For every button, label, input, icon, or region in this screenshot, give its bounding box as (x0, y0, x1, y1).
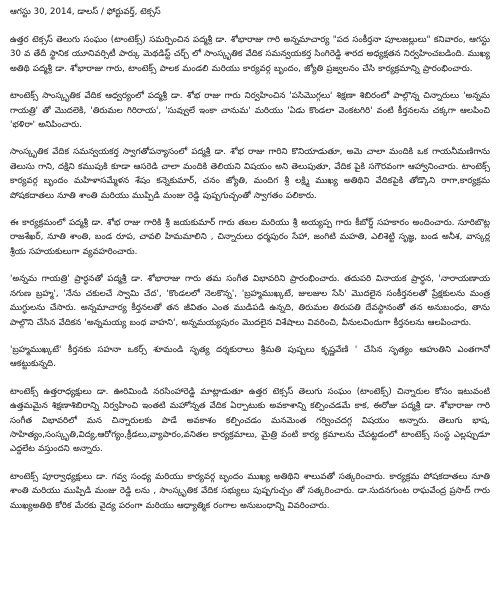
paragraph-5: 'అన్నమ గాయత్రి' ప్రార్ధనతో పద్మశ్రీ డా. శోభారాజు గారు తమ సంగీత విభావరిని ప్రారంభించారు. తదుపరి వినాయక ప్రార్ధన, 'నారాయణాయ నగుణ బ్రహ్మ', 'నేను చకులచే స్వామి చేద', 'కొండలలో నెలకొన్న', 'బ్రహ్మముఖ్కటే, జులజుల సేసి' మొదలైన సంకీర్తనలతో ప్రేక్షకులను మంత్ర ముగ్ధులను చేసారు. అన్నమాచార్య కీర్తనలతో తన జీవితం ఎంత ముడిపడి ఉన్నది, తిరుమల తిరుపతి దేవస్థానంతో తన అనుబంధం, తాను పాల్గొని చేసిన వేదికన 'అన్నమయ్య బంధ వాహని', అన్నమయ్యపురం మొదలైన విశేషాలు వివరించి, వీనులవిందుగా కీర్తనలను ఆలపించారు. (10, 274, 490, 328)
paragraph-1: ఉత్తర టెక్సస్ తెలుగు సంఘం (టాంటెక్స్) సమర్పించిన పద్మశ్రీ డా. శోభారాజు గారి అన్నమాచార్య "పద సంకీర్తనా పూలజల్లులు" కనివారం, ఆగస్టు 30 వ తేదీ స్థానిక యూనివర్సిటీ పార్కు మెథడిస్ట్ చర్చ్ లో సాంస్కృతిక వేదిక సమన్వయకర్త సింగిరెడ్డి శారద అధ్యక్షతన నిర్వహించబడింది. ముఖ్య అతిథి పద్మశ్రీ డా. శోభారాజు గారు, టాంటెక్స్ పాలక మండలి మరియు కార్యవర్గ బృందం, జ్యోతి ప్రజ్వలనం చేసి కార్యక్రమాన్ని ప్రారంభించారు. (10, 35, 490, 74)
paragraph-6: 'బ్రహ్మముఖ్కటే' కీర్తనకు సహనా ఒకర్స్ శూమండి సృత్య దర్శకురాలు శ్రీమతి పుష్పలు కృష్ణవేణి ' చేసిన సృత్యం ఆహుతిని ఎంతగానో ఆకట్టుకున్నది. (10, 344, 491, 370)
paragraph-2: టాంటెక్స్ సాంస్కృతిక వేదిక ఆధ్వర్యంలో పద్మశ్రీ డా. శోభ రాజు గారు నిర్వహించిన 'పసిమొగ్గలు' శిక్షణా శిబిరంలో పాల్గొన్న చిన్నారులు 'అన్నమ గాయత్రి' తో మొదలెకి, 'తిరుమల గిరిరాయ', 'సువ్వులే ఇంకా చానుమ' మరియు 'ఏడు కొండలా వెంకటగిరి' వంటి కీర్తనలను చక్కగా ఆలపించి 'భళిరా' అనిపించారు. (10, 91, 490, 131)
dateline: ఆగస్టు 30, 2014, డాలస్ / ఫోర్టువర్త్, టెక్సస్ (10, 7, 161, 17)
paragraph-4: ఈ కార్యక్రమంలో పద్మశ్రీ డా. శోభ రాజు గారికి శ్రీ జయకుమార్ గారు తబల మరియు శ్రీ అయ్యప్ప గారు కీబోర్డ్ సహకారం అందించారు. సూరిబొట్ల రాజశేఖర్, నూతి శాంతి, బండ రూప, చావలి హిమమాలిని , చిన్నారులు ధర్మపురం సేహా, జంగిటి మహతి, ఎలిశెట్టి సృజ్ఞ, బండ అనీశ, వాస్కర్ల శ్రీయ సహయకులుగా వ్యవహరించారు. (10, 218, 490, 257)
paragraph-3: సాంస్కృతిక వేదిక సమన్వయకర్త స్వాగతోపన్యాసంలో పద్మశ్రీ డా. శోభ రాజు గారిని కొనియాడుతూ, అమె చాలా మందికి ఒక గాయనీమణిగాను తెలుసు గాని, దక్షిని కముపుకి కూడా ఆసరెడి చాలా మందికి తెలియని విషయం అని తెలుపుతూ, వేదిక పైకి సగౌరవంగా ఆహ్వానించారు. టాంటెక్స్ కార్యవర్గ బృందం మహిళాసమ్మేళన శేషం కన్నెకుమార్, చనం జ్యోతి, మందిగ శ్రీ లక్ష్మి ముఖ్య అతిథిని వేదికపైకి తోడ్కొని రాగా,కార్యక్రమ పోషకదాతలు నూతి శాంతి మరియు ముప్పిడి మంజు రెడ్డి పుష్పగుచ్ఛంతో స్వాగతం పలికారు. (10, 147, 490, 201)
paragraph-7: టాంటెక్స్ ఉత్తరాధ్యక్షులు డా. ఊరిమిండి నరసింహారెడ్డి మాట్లాడుతూ ఉత్తర టెక్సస్ తెలుగు సంఘం (టాంటెక్స్) చిన్నారుల కోసం ఇటువంటి ఉత్తమమైన శిక్షణాశిబిరాన్ని నిర్వహించి ఇంతటి మహోన్నత వేదిక ఏర్పాటుకు అవకాశాన్ని కల్పించడమే కాక, ఈరోజు పద్మశ్రీ డా. శోభారాజు గారి సంగీత విభావరిలో మన చిన్నారులకు పాడే అవకాశం కల్పించడం మనమెంత గర్వించదగ్గ విషయం అన్నారు. తెలుగు భాష, సాహిత్యం,సంస్కృతి,విద్య,ఆరోగ్యం,క్రీడలు,వ్యాపారం,వనితల కార్యక్రమాలు, మైత్రి వంటి కార్య క్రమాలను చేపట్టడంలో టాంటెక్స్ సంస్థ ఎల్లప్పుడూ ఎద్దలేట వస్తుందని అన్నారు. (10, 386, 490, 455)
paragraph-8: టాంటెక్స్ పూర్వాధ్యక్షులు డా. గవ్వ సంధ్య మరియు కార్యవర్గ బృందం ముఖ్య అతిథిని శాలువతో సత్కరించారు. కార్యక్రమ పోషకదాతలు నూతి శాంతి మరియు ముప్పిడి మంజు రెడ్డి లను , సాంస్కృతిక వేదిక సభ్యులు పుష్పగుచ్చం తో సత్కరించారు. డా.సుదనగుంట రాఘవేంద్ర ప్రసాద్ గారు ముఖ్యఅతిథి కోరిక మేరకు వైద్య పరంగా మరియు ఆధ్యాత్మిక రంగాల అనుబంధాన్ని వివరించారు. (10, 471, 490, 511)
